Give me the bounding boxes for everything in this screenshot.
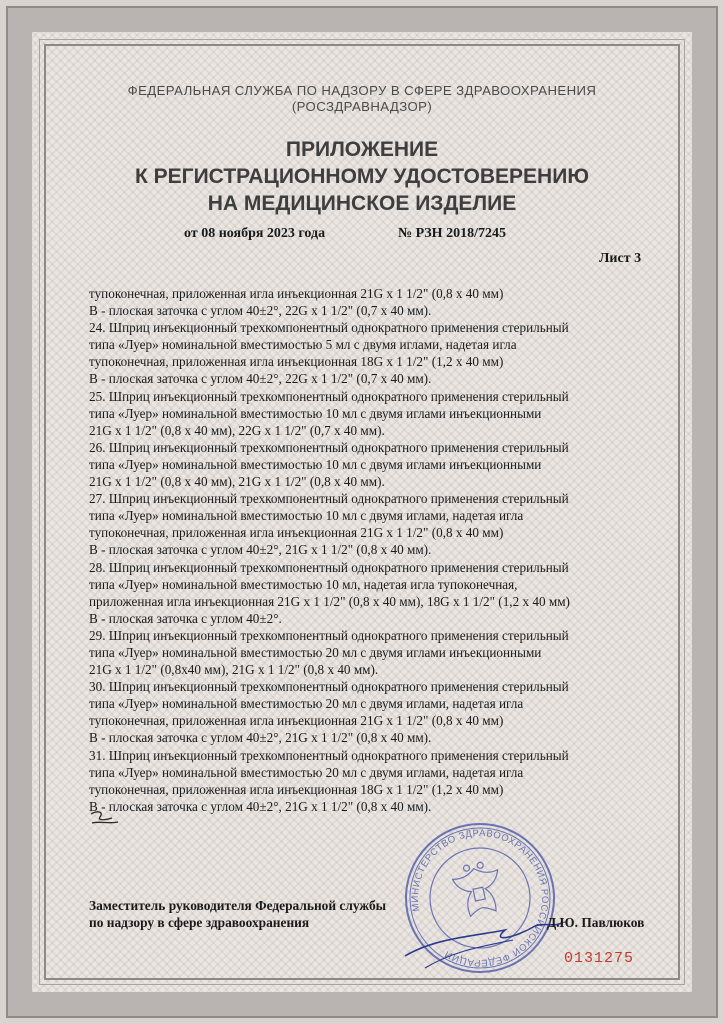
body-line: типа «Луер» номинальной вместимостью 20 мл с двумя иглами, надетая игла: [89, 764, 524, 780]
issue-date: от 08 ноября 2023 года: [184, 226, 326, 241]
body-line: 31. Шприц инъекционный трехкомпонентный однократного применения стерильный: [89, 747, 569, 763]
form-serial-number: 0131275: [564, 950, 635, 967]
document-body: [89, 285, 649, 815]
body-line: типа «Луер» номинальной вместимостью 10 мл, надетая игла тупоконечная,: [89, 576, 518, 592]
body-line: В - плоская заточка с углом 40±2°, 21G x 1 1/2" (0,8 x 40 мм).: [89, 730, 432, 746]
body-line: 30. Шприц инъекционный трехкомпонентный однократного применения стерильный: [89, 679, 569, 695]
body-line: 28. Шприц инъекционный трехкомпонентный однократного применения стерильный: [89, 559, 569, 575]
body-line: В - плоская заточка с углом 40±2°, 21G x 1 1/2" (0,8 x 40 мм).: [89, 798, 432, 814]
document-subtitle-line1: К РЕГИСТРАЦИОННОМУ УДОСТОВЕРЕНИЮ: [135, 165, 589, 188]
initials-scribble: [88, 808, 128, 828]
body-line: тупоконечная, приложенная игла инъекционная 21G x 1 1/2" (0,8 x 40 мм): [89, 286, 504, 301]
sheet-number: Лист 3: [599, 251, 642, 266]
body-line: В - плоская заточка с углом 40±2°.: [89, 610, 282, 626]
body-line: типа «Луер» номинальной вместимостью 10 мл с двумя иглами, надетая игла: [89, 508, 524, 524]
document-subtitle-line2: НА МЕДИЦИНСКОЕ ИЗДЕЛИЕ: [207, 192, 517, 215]
registration-number: № РЗН 2018/7245: [398, 226, 506, 241]
body-line: типа «Луер» номинальной вместимостью 20 мл с двумя иглами инъекционными: [89, 644, 542, 660]
body-line: типа «Луер» номинальной вместимостью 10 мл с двумя иглами инъекционными: [89, 405, 542, 421]
body-line: 21G x 1 1/2" (0,8 x 40 мм), 22G x 1 1/2" (0,7 x 40 мм).: [89, 422, 385, 438]
body-line: приложенная игла инъекционная 21G x 1 1/2" (0,8 x 40 мм), 18G x 1 1/2" (1,2 x 40 мм): [89, 593, 570, 609]
body-line: тупоконечная, приложенная игла инъекционная 21G x 1 1/2" (0,8 x 40 мм): [89, 525, 504, 541]
signer-name: Д.Ю. Павлюков: [547, 915, 645, 930]
deputy-service: по надзору в сфере здравоохранения: [89, 915, 310, 930]
body-line: 26. Шприц инъекционный трехкомпонентный однократного применения стерильный: [89, 439, 569, 455]
body-line: 24. Шприц инъекционный трехкомпонентный однократного применения стерильный: [89, 320, 569, 336]
agency-name: ФЕДЕРАЛЬНАЯ СЛУЖБА ПО НАДЗОРУ В СФЕРЕ ЗДРАВООХРАНЕНИЯ: [127, 83, 597, 98]
body-line: 25. Шприц инъекционный трехкомпонентный однократного применения стерильный: [89, 388, 569, 404]
body-line: типа «Луер» номинальной вместимостью 20 мл с двумя иглами, надетая игла: [89, 696, 524, 712]
body-line: 29. Шприц инъекционный трехкомпонентный однократного применения стерильный: [89, 627, 569, 643]
seal-ring-text: МИНИСТЕРСТВО ЗДРАВООХРАНЕНИЯ РОССИЙСКОЙ ФЕДЕРАЦИИ: [409, 827, 551, 969]
body-line: тупоконечная, приложенная игла инъекционная 18G x 1 1/2" (1,2 x 40 мм): [89, 781, 504, 797]
document-title: ПРИЛОЖЕНИЕ: [285, 138, 439, 161]
deputy-title: Заместитель руководителя Федеральной службы: [89, 898, 387, 913]
body-line: В - плоская заточка с углом 40±2°, 22G x 1 1/2" (0,7 x 40 мм).: [89, 371, 432, 387]
body-line: В - плоская заточка с углом 40±2°, 22G x 1 1/2" (0,7 x 40 мм).: [89, 303, 432, 319]
body-line: типа «Луер» номинальной вместимостью 5 мл с двумя иглами, надетая игла: [89, 337, 517, 353]
body-line: В - плоская заточка с углом 40±2°, 21G x 1 1/2" (0,8 x 40 мм).: [89, 542, 432, 558]
body-line: тупоконечная, приложенная игла инъекционная 21G x 1 1/2" (0,8 x 40 мм): [89, 713, 504, 729]
body-line: 21G x 1 1/2" (0,8x40 мм), 21G x 1 1/2" (0,8 x 40 мм).: [89, 662, 379, 678]
body-line: тупоконечная, приложенная игла инъекционная 18G x 1 1/2" (1,2 x 40 мм): [89, 354, 504, 370]
body-line: типа «Луер» номинальной вместимостью 10 мл с двумя иглами инъекционными: [89, 456, 542, 472]
body-line: 21G x 1 1/2" (0,8 x 40 мм), 21G x 1 1/2" (0,8 x 40 мм).: [89, 474, 385, 490]
agency-abbreviation: (РОСЗДРАВНАДЗОР): [291, 99, 433, 114]
body-line: 27. Шприц инъекционный трехкомпонентный однократного применения стерильный: [89, 491, 569, 507]
